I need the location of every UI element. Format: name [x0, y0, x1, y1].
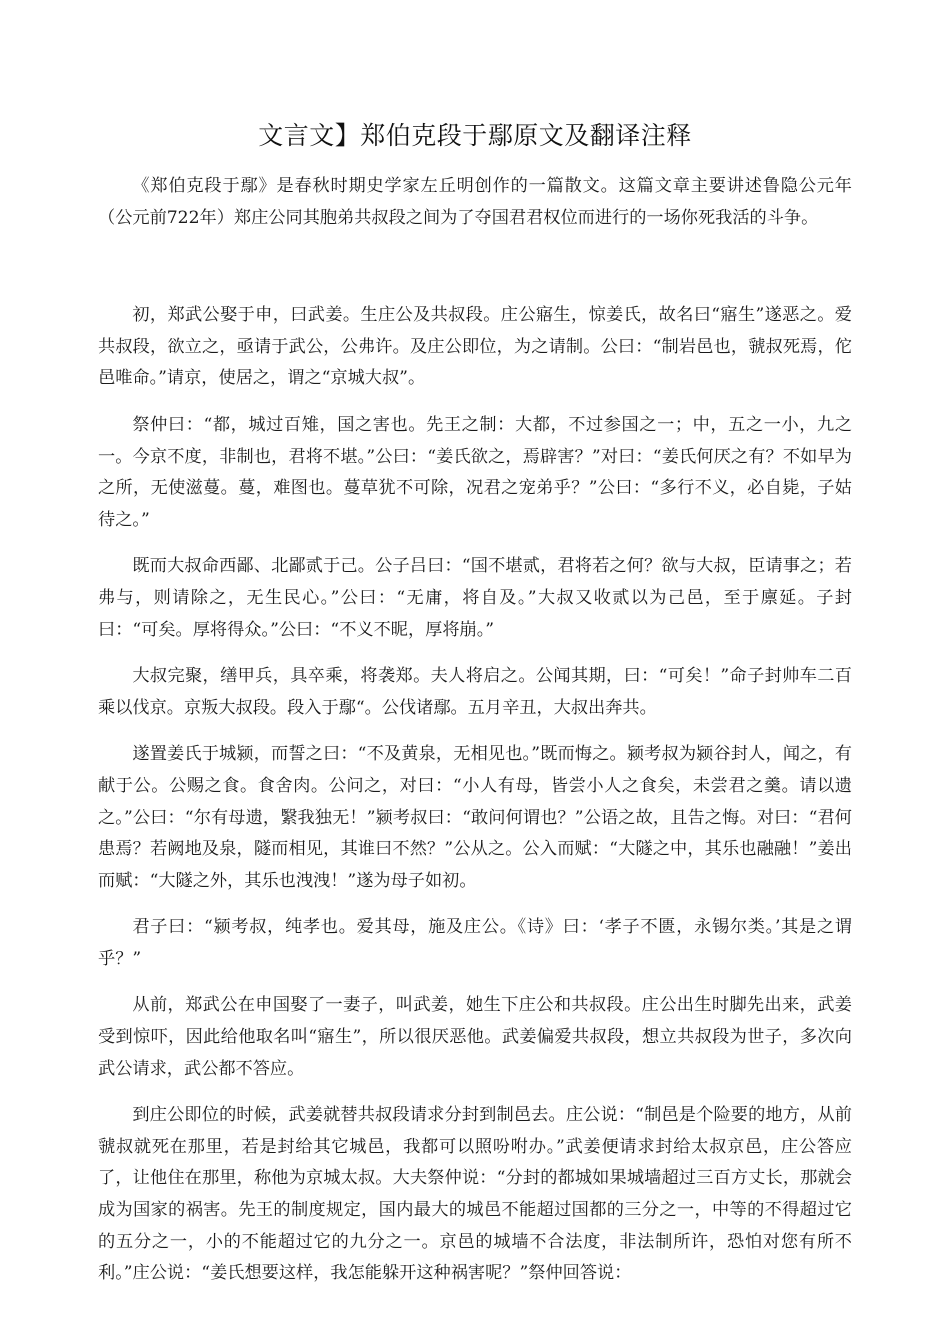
- translation-paragraph: 到庄公即位的时候，武姜就替共叔段请求分封到制邑去。庄公说：“制邑是个险要的地方，从前虢叔就死在那里，若是封给其它城邑，我都可以照吩咐办。”武姜便请求封给太叔京邑，庄公答应了，让他住在那里，称他为京城太叔。大夫祭仲说：“分封的都城如果城墙超过三百方丈长，那就会成为国家的祸害。先王的制度规定，国内最大的城邑不能超过国都的三分之一，中等的不得超过它的五分之一，小的不能超过它的九分之一。京邑的城墙不合法度，非法制所许，恐怕对您有所不利。”庄公说：“姜氏想要这样，我怎能躲开这种祸害呢？”祭仲回答说：: [98, 1105, 852, 1284]
- translation-paragraph: 从前，郑武公在申国娶了一妻子，叫武姜，她生下庄公和共叔段。庄公出生时脚先出来，武姜受到惊吓，因此给他取名叫“寤生”，所以很厌恶他。武姜偏爱共叔段，想立共叔段为世子，多次向武公请求，武公都不答应。: [98, 995, 852, 1079]
- original-paragraph: 祭仲曰：“都，城过百雉，国之害也。先王之制：大都，不过参国之一；中，五之一小，九之一。今京不度，非制也，君将不堪。”公曰：“姜氏欲之，焉辟害？”对曰：“姜氏何厌之有？不如早为之所，无使滋蔓。蔓，难图也。蔓草犹不可除，况君之宠弟乎？”公曰：“多行不义，必自毙，子姑待之。”: [98, 414, 852, 530]
- document-body: [98, 171, 852, 1290]
- original-paragraph: 君子曰：“颍考叔，纯孝也。爱其母，施及庄公。《诗》曰：‘孝子不匮，永锡尔类。’其是之谓乎？”: [98, 917, 852, 969]
- original-paragraph: 初，郑武公娶于申，曰武姜。生庄公及共叔段。庄公寤生，惊姜氏，故名曰“寤生”遂恶之。爱共叔段，欲立之，亟请于武公，公弗许。及庄公即位，为之请制。公曰：“制岩邑也，虢叔死焉，佗邑唯命。”请京，使居之，谓之“京城大叔”。: [98, 305, 852, 389]
- original-paragraph: 大叔完聚，缮甲兵，具卒乘，将袭郑。夫人将启之。公闻其期，曰：“可矣！”命子封帅车二百乘以伐京。京叛大叔段。段入于鄢“。公伐诸鄢。五月辛丑，大叔出奔共。: [98, 666, 852, 718]
- document-title: 文言文】郑伯克段于鄢原文及翻译注释: [258, 121, 692, 150]
- intro-paragraph: 《郑伯克段于鄢》是春秋时期史学家左丘明创作的一篇散文。这篇文章主要讲述鲁隐公元年（公元前722年）郑庄公同其胞弟共叔段之间为了夺国君君权位而进行的一场你死我活的斗争。: [98, 176, 852, 228]
- original-paragraph: 既而大叔命西鄙、北鄙贰于己。公子吕曰：“国不堪贰，君将若之何？欲与大叔，臣请事之；若弗与，则请除之，无生民心。”公曰：“无庸，将自及。”大叔又收贰以为己邑，至于廪延。子封曰：“可矣。厚将得众。”公曰：“不义不昵，厚将崩。”: [98, 556, 852, 640]
- original-paragraph: 遂置姜氏于城颍，而誓之曰：“不及黄泉，无相见也。”既而悔之。颍考叔为颍谷封人，闻之，有献于公。公赐之食。食舍肉。公问之，对曰：“小人有母，皆尝小人之食矣，未尝君之羹。请以遗之。”公曰：“尔有母遗，繄我独无！”颍考叔曰：“敢问何谓也？”公语之故，且告之悔。对曰：“君何患焉？若阙地及泉，隧而相见，其谁曰不然？”公从之。公入而赋：“大隧之中，其乐也融融！”姜出而赋：“大隧之外，其乐也洩洩！”遂为母子如初。: [98, 744, 852, 891]
